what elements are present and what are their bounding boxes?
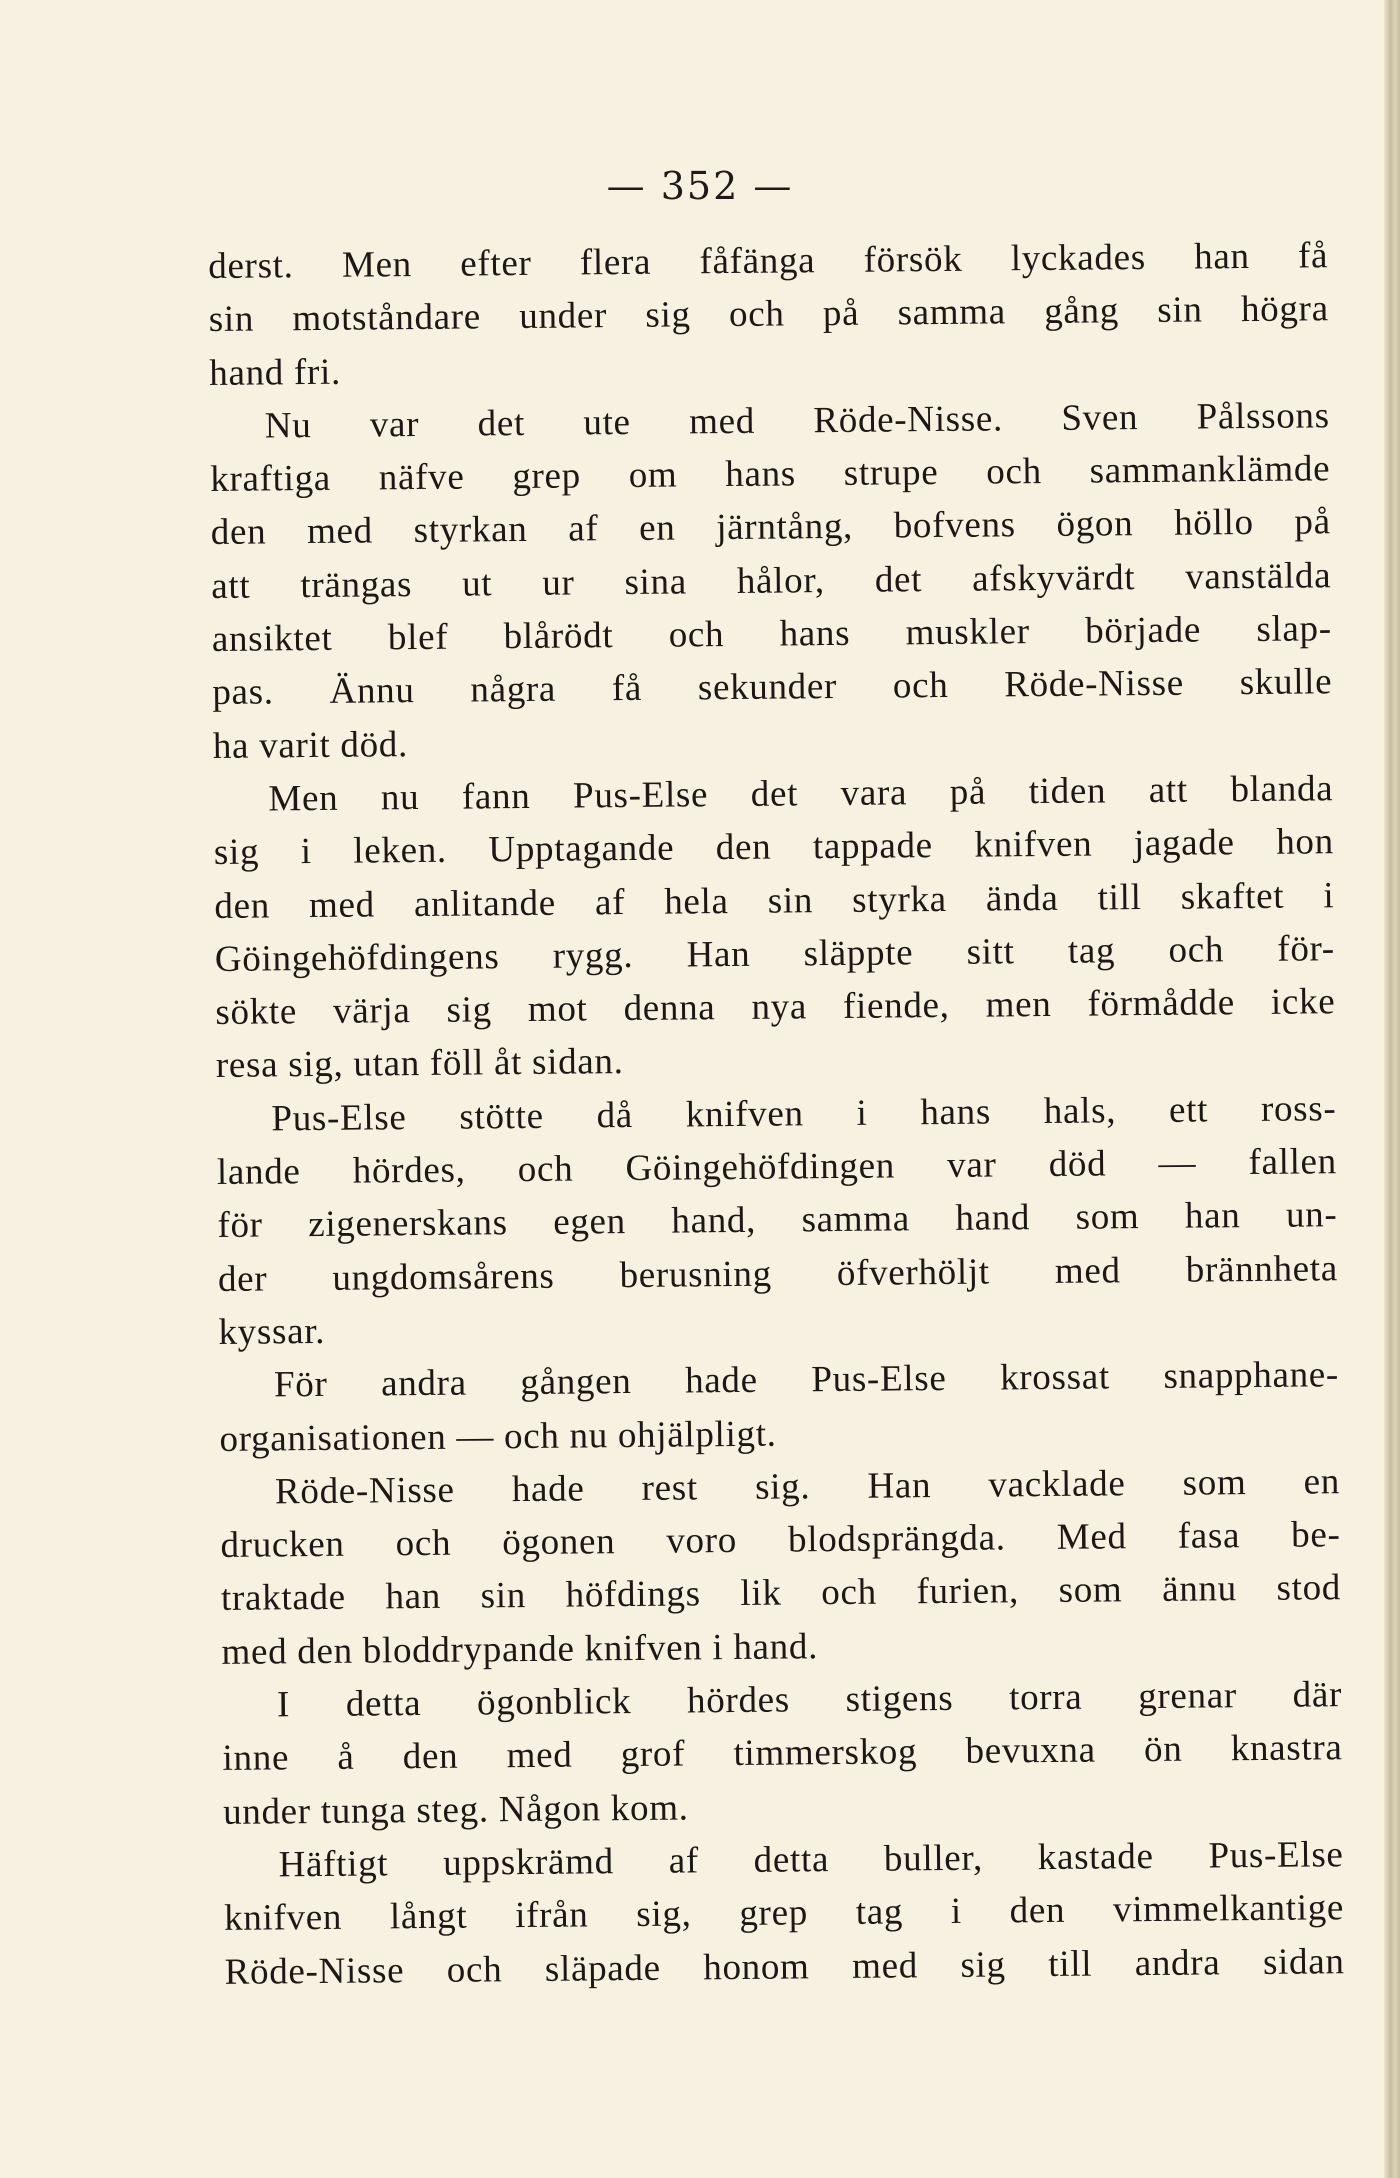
- page-number: — 352 —: [606, 164, 794, 208]
- text-line: inne å den med grof timmerskog bevuxna ön knastra: [222, 1727, 1343, 1780]
- text-line: kyssar.: [218, 1310, 326, 1353]
- text-line: ha varit död.: [212, 723, 409, 767]
- text-line: Pus-Else stötte då knifven i hans hals, ett ross-: [271, 1087, 1337, 1140]
- text-line: För andra gången hade Pus-Else krossat snapphane-: [273, 1354, 1340, 1406]
- text-line: sin motståndare under sig och på samma gång sin högra: [208, 288, 1329, 341]
- text-line: sökte värja sig mot denna nya fiende, men förmådde icke: [215, 981, 1336, 1034]
- text-line: lande hördes, och Göingehöfdingen var död — fallen: [216, 1141, 1338, 1194]
- text-line: knifven långt ifrån sig, grep tag i den vimmelkantige: [223, 1887, 1345, 1940]
- text-line: den med styrkan af en järntång, bofvens ögon höllo på: [210, 501, 1331, 554]
- text-line: hand fri.: [209, 351, 342, 394]
- text-line: Röde-Nisse och släpade honom med sig till andra sidan: [224, 1940, 1345, 1993]
- text-line: kraftiga näfve grep om hans strupe och sammanklämde: [210, 448, 1331, 501]
- text-line: Göingehöfdingens rygg. Han släppte sitt tag och för-: [214, 928, 1336, 980]
- text-line: resa sig, utan föll åt sidan.: [215, 1041, 624, 1087]
- text-line: traktade han sin höfdings lik och furien, som ännu stod: [220, 1567, 1342, 1620]
- text-line: sig i leken. Upptagande den tappade knifven jagade hon: [213, 821, 1335, 874]
- text-line: den med anlitande af hela sin styrka ända till skaftet i: [214, 874, 1335, 927]
- text-line: derst. Men efter flera fåfänga försök lyckades han få: [208, 235, 1329, 287]
- text-line: drucken och ögonen voro blodsprängda. Med fasa be-: [220, 1514, 1341, 1567]
- text-line: pas. Ännu några få sekunder och Röde-Nisse skulle: [212, 661, 1333, 714]
- body-text: [208, 229, 1345, 1998]
- text-line: der ungdomsårens berusning öfverhöljt med brännheta: [217, 1247, 1339, 1300]
- text-line: med den bloddrypande knifven i hand.: [221, 1625, 819, 1673]
- text-line: för zigenerskans egen hand, samma hand som han un-: [217, 1194, 1338, 1247]
- text-line: Men nu fann Pus-Else det vara på tiden att blanda: [268, 768, 1334, 820]
- text-line: Häftigt uppskrämd af detta buller, kastade Pus-Else: [278, 1834, 1344, 1886]
- text-line: Röde-Nisse hade rest sig. Han vacklade som en: [274, 1461, 1341, 1513]
- text-line: Nu var det ute med Röde-Nisse. Sven Pålssons: [264, 395, 1330, 447]
- text-line: att trängas ut ur sina hålor, det afskyvärdt vanstälda: [211, 555, 1332, 607]
- text-line: ansiktet blef blårödt och hans muskler började slap-: [211, 608, 1332, 661]
- page-edge: [1384, 0, 1400, 2178]
- text-line: organisationen — och nu ohjälpligt.: [219, 1413, 777, 1460]
- text-line: I detta ögonblick hördes stigens torra grenar där: [276, 1674, 1343, 1726]
- text-line: under tunga steg. Någon kom.: [222, 1787, 689, 1833]
